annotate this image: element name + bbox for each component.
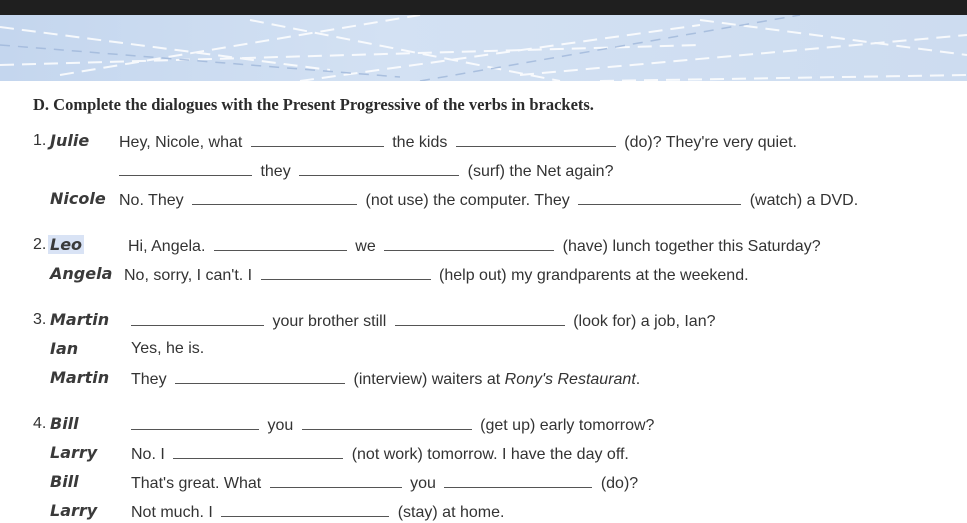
dialogue-line	[131, 444, 629, 464]
line-text: the kids	[392, 134, 448, 151]
dialogue-line	[131, 415, 654, 435]
answer-blank[interactable]	[384, 236, 554, 251]
line-text: (get up) early tomorrow?	[480, 417, 655, 434]
answer-blank[interactable]	[302, 415, 472, 430]
line-text: (do)?	[600, 475, 639, 492]
dialogue-line	[119, 190, 858, 210]
dialogue-line	[131, 502, 504, 522]
line-text: (not use) the computer. They	[365, 192, 570, 209]
line-text: (stay) at home.	[397, 504, 505, 521]
line-text: you	[267, 417, 294, 434]
line-text: That's great. What	[131, 475, 262, 492]
answer-blank[interactable]	[444, 473, 592, 488]
dialogue-number: 1.	[33, 132, 47, 149]
answer-blank[interactable]	[192, 190, 357, 205]
speaker-name: Julie	[50, 131, 90, 150]
line-text: No, sorry, I can't. I	[124, 267, 253, 284]
dialogue-line	[119, 161, 613, 181]
line-text: (do)? They're very quiet.	[624, 134, 797, 151]
speaker-name: Nicole	[50, 189, 106, 208]
answer-blank[interactable]	[221, 502, 389, 517]
line-text: they	[260, 163, 291, 180]
line-text: (watch) a DVD.	[749, 192, 859, 209]
line-text: Hey, Nicole, what	[119, 134, 243, 151]
exercise-instruction: D. Complete the dialogues with the Present Progressive of the verbs in brackets.	[33, 95, 594, 114]
speaker-name: Bill	[50, 472, 79, 491]
line-text: Yes, he is.	[131, 340, 205, 357]
line-text: your brother still	[272, 313, 387, 330]
line-text: (interview) waiters at	[353, 371, 501, 388]
dialogue-number: 2.	[33, 236, 47, 253]
line-text: (look for) a job, Ian?	[573, 313, 716, 330]
line-text: Not much. I	[131, 504, 213, 521]
answer-blank[interactable]	[456, 132, 616, 147]
line-text: Hi, Angela.	[128, 238, 206, 255]
answer-blank[interactable]	[251, 132, 384, 147]
dialogue-line	[131, 311, 715, 331]
dialogue-line	[131, 369, 640, 389]
dialogue-line	[128, 236, 821, 256]
speaker-name: Martin	[50, 310, 110, 329]
banner-dashed-lines	[0, 15, 967, 81]
line-text: (surf) the Net again?	[467, 163, 614, 180]
answer-blank[interactable]	[173, 444, 343, 459]
restaurant-name: Rony's Restaurant	[504, 371, 636, 388]
line-text: No. They	[119, 192, 184, 209]
line-text: (have) lunch together this Saturday?	[562, 238, 821, 255]
line-text: you	[410, 475, 436, 492]
line-text: (help out) my grandparents at the weekend.	[439, 267, 749, 284]
line-text: (not work) tomorrow. I have the day off.	[351, 446, 629, 463]
answer-blank[interactable]	[261, 265, 431, 280]
decorative-banner	[0, 15, 967, 81]
line-text: No. I	[131, 446, 165, 463]
speaker-name: Angela	[50, 264, 113, 283]
speaker-name: Leo	[50, 235, 83, 254]
dialogue-line	[119, 132, 797, 152]
dialogue-line	[131, 473, 638, 493]
answer-blank[interactable]	[131, 311, 264, 326]
dialogue-line	[124, 265, 749, 285]
answer-blank[interactable]	[299, 161, 459, 176]
answer-blank[interactable]	[214, 236, 347, 251]
answer-blank[interactable]	[578, 190, 741, 205]
speaker-name: Larry	[50, 443, 98, 462]
speaker-name: Larry	[50, 501, 98, 520]
dialogue-line	[131, 340, 204, 358]
answer-blank[interactable]	[270, 473, 402, 488]
top-dark-bar	[0, 0, 967, 15]
line-text: They	[131, 371, 167, 388]
speaker-name: Bill	[50, 414, 79, 433]
answer-blank[interactable]	[175, 369, 345, 384]
speaker-name: Ian	[50, 339, 79, 358]
dialogue-number: 3.	[33, 311, 47, 328]
answer-blank[interactable]	[395, 311, 565, 326]
line-text: we	[355, 238, 376, 255]
answer-blank[interactable]	[131, 415, 259, 430]
dialogue-number: 4.	[33, 415, 47, 432]
answer-blank[interactable]	[119, 161, 252, 176]
line-text: .	[635, 371, 641, 388]
speaker-name: Martin	[50, 368, 110, 387]
